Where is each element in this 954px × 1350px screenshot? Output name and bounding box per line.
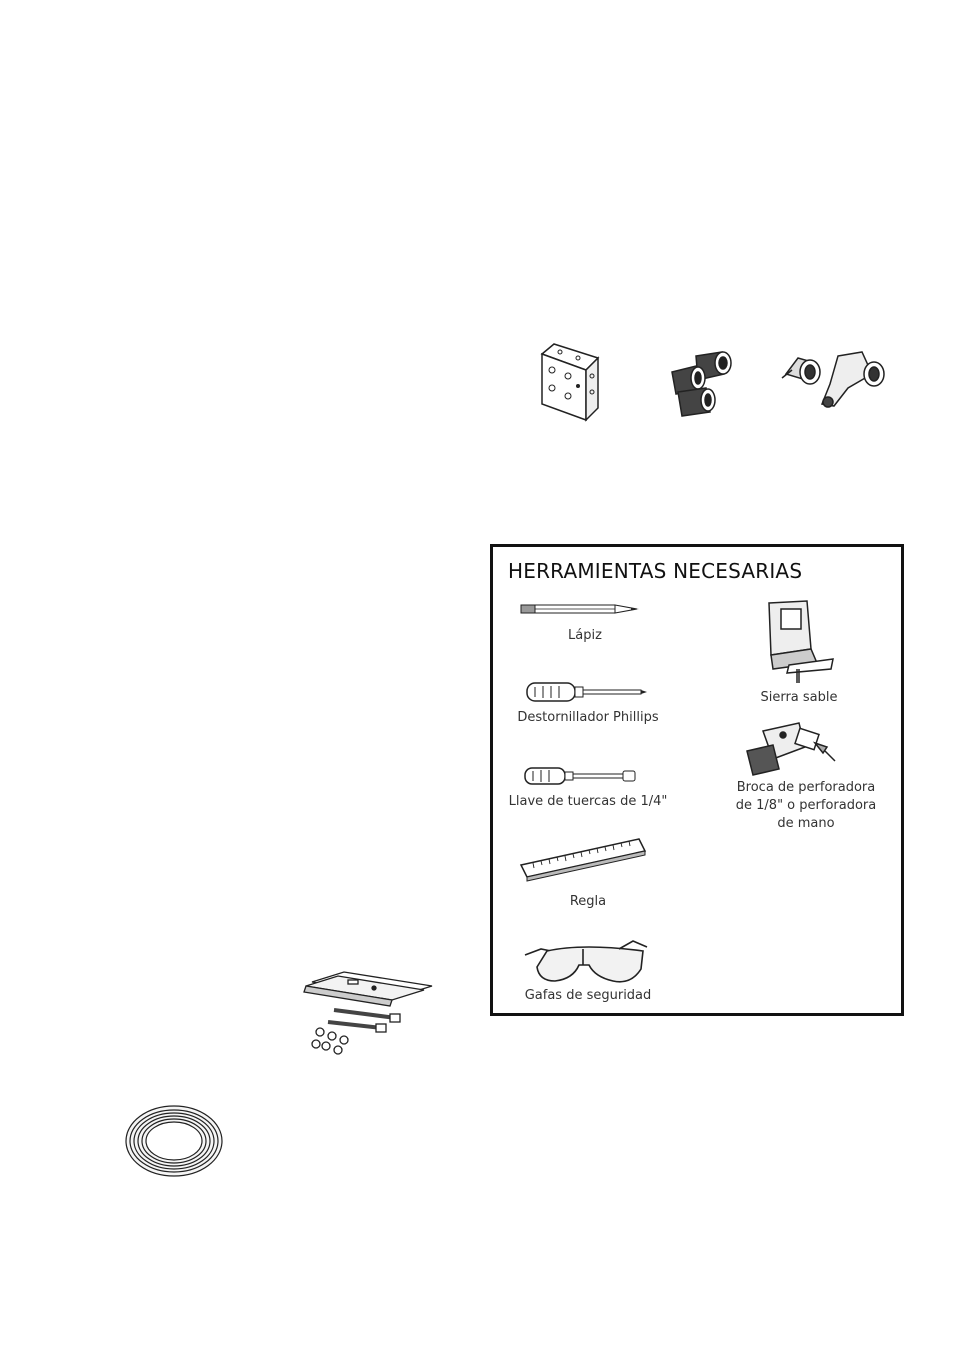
tools-box-title: HERRAMIENTAS NECESARIAS <box>508 559 803 583</box>
drill-icon <box>743 721 837 777</box>
wire-nuts-icon <box>668 348 740 420</box>
ruler-icon <box>519 835 647 885</box>
tools-needed-box <box>490 544 904 1016</box>
tool-label-saber-saw: Sierra sable <box>760 690 838 705</box>
junction-box-icon <box>538 340 602 422</box>
tool-label-ruler: Regla <box>569 894 607 909</box>
pencil-icon <box>521 602 641 616</box>
tool-label-phillips-screwdriver: Destornillador Phillips <box>517 710 659 725</box>
saber-saw-icon <box>761 599 835 683</box>
tool-label-safety-glasses: Gafas de seguridad <box>524 988 652 1003</box>
tool-label-pencil: Lápiz <box>568 628 602 643</box>
phillips-screwdriver-icon <box>527 681 647 703</box>
foil-tape-roll-icon <box>124 1104 224 1178</box>
tool-label-drill: Broca de perforadora de 1/8" o perforadora de mano <box>735 780 877 831</box>
mounting-brackets-screws-icon <box>304 966 436 1058</box>
nut-driver-icon <box>525 765 637 787</box>
safety-glasses-icon <box>523 939 649 989</box>
tool-label-nut-driver: Llave de tuercas de 1/4" <box>508 794 668 809</box>
cable-clamps-icon <box>778 344 888 416</box>
